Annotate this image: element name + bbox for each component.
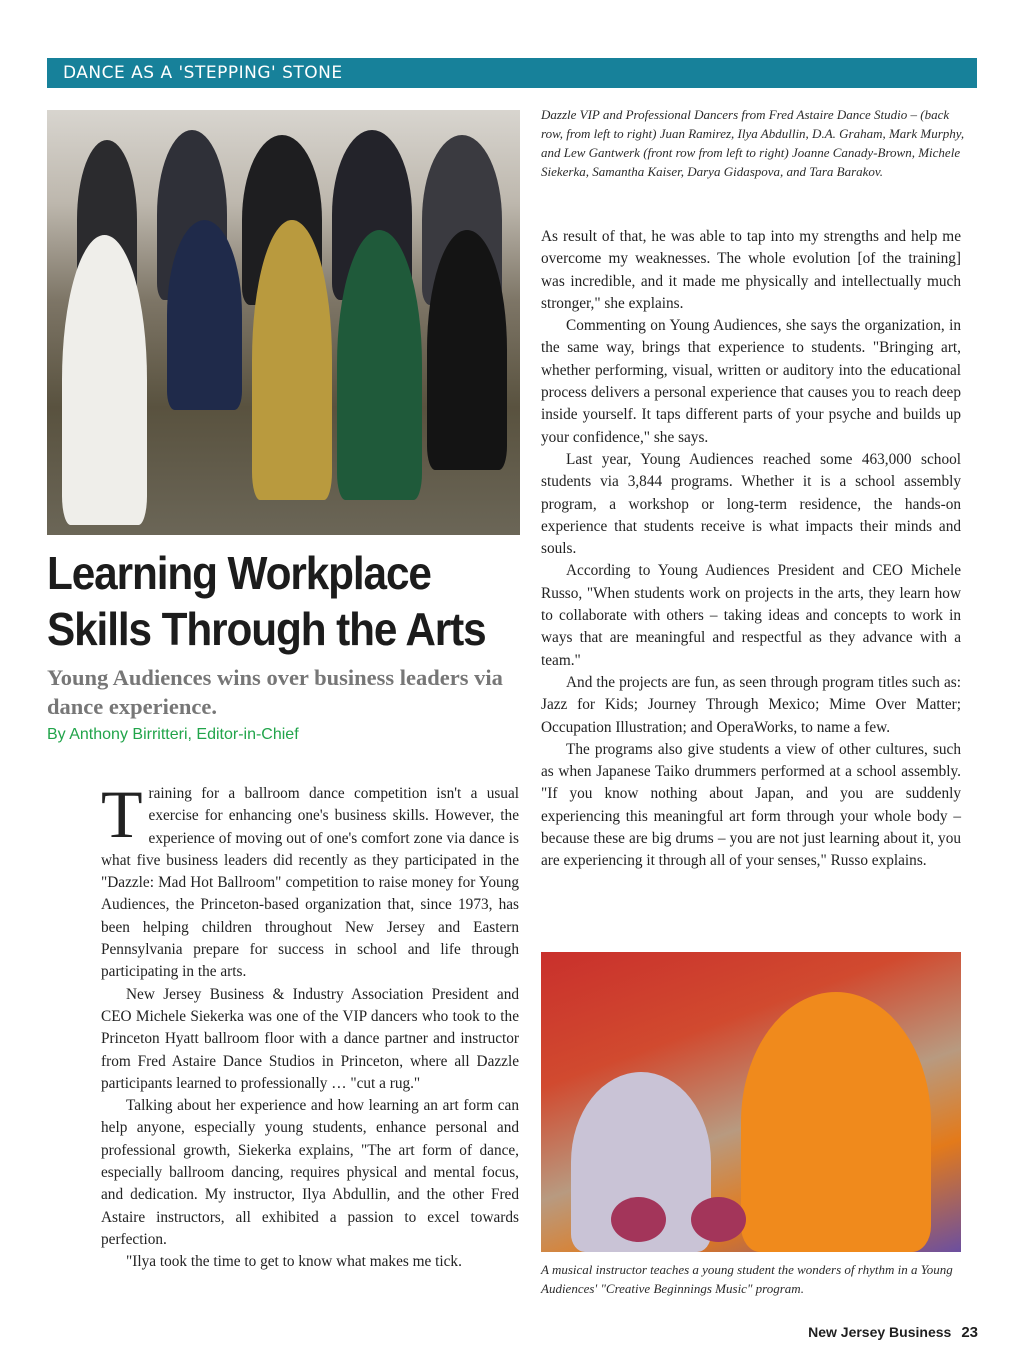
- article-column-1: [101, 776, 519, 1274]
- drop-cap: T: [101, 776, 143, 852]
- article-column-2: [541, 226, 961, 873]
- music-class-photo: [541, 952, 961, 1252]
- page-footer: [760, 1324, 978, 1342]
- article-subtitle: Young Audiences wins over business leaders via dance experience.: [47, 665, 503, 719]
- article-paragraph: New Jersey Business & Industry Association President and CEO Michele Siekerka was one of the VIP dancers who took to the Princeton Hyatt ballroom floor with a dance partner and instructor from Fred Astaire Dance Studios in Princeton, where all Dazzle participants learned to professionally … "cut a rug.": [101, 985, 519, 1092]
- article-paragraph: The programs also give students a view of other cultures, such as when Japanese Taiko drummers performed at a school assembly. "If you know nothing about Japan, and you are suddenly experiencing this meaningful art form through your whole body – because these are big drums – you are not just learning about it, you are experiencing it through all of your senses," Russo explains.: [541, 740, 961, 870]
- article-paragraph: "Ilya took the time to get to know what makes me tick.: [126, 1253, 462, 1271]
- article-paragraph: And the projects are fun, as seen through program titles such as: Jazz for Kids; Journey Through Mexico; Mime Over Matter; Occupation Illustration; and OperaWorks, to name a few.: [541, 673, 961, 736]
- magazine-name: New Jersey Business: [808, 1324, 952, 1340]
- article-paragraph: As result of that, he was able to tap into my strengths and help me overcome my weaknesses. The whole evolution [of the training] was incredible, and it made me physically and intellectually much stronger," she explains.: [541, 228, 961, 312]
- group-photo-caption: Dazzle VIP and Professional Dancers from Fred Astaire Dance Studio – (back row, from left to right) Juan Ramirez, Ilya Abdullin, D.A. Graham, Mark Murphy, and Lew Gantwerk (front row from left to right) Joanne Canady-Brown, Michele Siekerka, Samantha Kaiser, Darya Gidaspova, and Tara Barakov.: [541, 107, 965, 179]
- article-title: Learning Workplace Skills Through the Arts: [47, 547, 486, 655]
- page-number: 23: [961, 1324, 978, 1341]
- article-paragraph: Talking about her experience and how learning an art form can help anyone, especially young students, enhance personal and professional growth, Siekerka explains, "The art form of dance, especially ballroom dancing, requires physical and mental focus, and dedication. My instructor, Ilya Abdullin, and the other Fred Astaire instructors, all exhibited a passion to excel towards perfection.: [101, 1097, 519, 1248]
- music-class-photo-caption: A musical instructor teaches a young student the wonders of rhythm in a Young Audiences' "Creative Beginnings Music" program.: [541, 1262, 953, 1296]
- group-photo: [47, 110, 520, 535]
- article-paragraph: According to Young Audiences President and CEO Michele Russo, "When students work on projects in the arts, they learn how to collaborate with others – taking ideas and concepts to work in ways that are meaningful and respectful as they advance with a team.": [541, 562, 961, 669]
- section-banner-label: DANCE AS A 'STEPPING' STONE: [63, 63, 343, 83]
- article-paragraph: Commenting on Young Audiences, she says the organization, in the same way, brings that experience to students. "Bringing art, whether performing, visual, written or auditory into the educational process delivers a personal experience that causes you to reach deep inside yourself. It taps different parts of your psyche and builds up your confidence," she says.: [541, 317, 961, 446]
- section-banner: [47, 58, 977, 88]
- article-paragraph: Training for a ballroom dance competition isn't a usual exercise for enhancing one's business skills. However, the experience of moving out of one's comfort zone via dance is what five business leaders did recently as they participated in the "Dazzle: Mad Hot Ballroom" competition to raise money for Young Audiences, the Princeton-based organization that, since 1973, has been helping children throughout New Jersey and Eastern Pennsylvania prepare for success in school and life through participating in the arts.: [101, 776, 519, 981]
- article-paragraph: Last year, Young Audiences reached some 463,000 school students via 3,844 programs. Whether it is a school assembly program, a workshop or long-term residence, the hands-on experience that students receive is what impacts their minds and souls.: [541, 450, 961, 558]
- article-byline: By Anthony Birritteri, Editor-in-Chief: [47, 726, 299, 743]
